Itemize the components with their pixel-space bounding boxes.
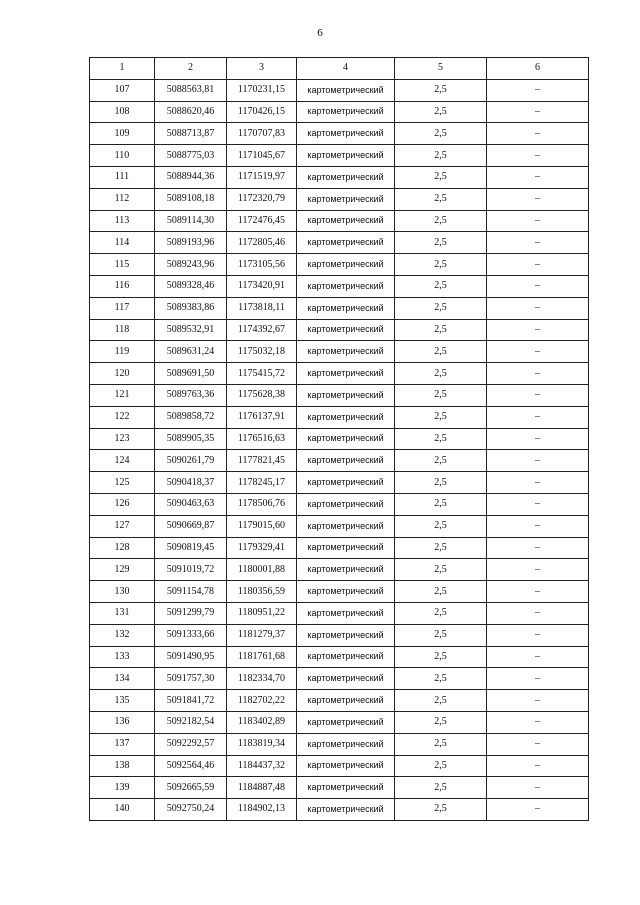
method-cell: картометрический: [297, 450, 395, 472]
x-coordinate-cell: 5089108,18: [155, 188, 227, 210]
accuracy-cell: 2,5: [395, 733, 487, 755]
table-row: [90, 79, 589, 101]
point-number-cell: 133: [90, 646, 155, 668]
method-cell: картометрический: [297, 493, 395, 515]
note-cell: –: [487, 101, 589, 123]
x-coordinate-cell: 5089243,96: [155, 254, 227, 276]
y-coordinate-cell: 1175032,18: [227, 341, 297, 363]
accuracy-cell: 2,5: [395, 254, 487, 276]
point-number-cell: 128: [90, 537, 155, 559]
note-cell: –: [487, 384, 589, 406]
method-cell: картометрический: [297, 275, 395, 297]
table-row: [90, 581, 589, 603]
accuracy-cell: 2,5: [395, 493, 487, 515]
method-cell: картометрический: [297, 515, 395, 537]
table-row: [90, 275, 589, 297]
method-cell: картометрический: [297, 232, 395, 254]
accuracy-cell: 2,5: [395, 384, 487, 406]
table-row: [90, 428, 589, 450]
accuracy-cell: 2,5: [395, 581, 487, 603]
y-coordinate-cell: 1180951,22: [227, 602, 297, 624]
method-cell: картометрический: [297, 188, 395, 210]
table-row: [90, 450, 589, 472]
accuracy-cell: 2,5: [395, 232, 487, 254]
x-coordinate-cell: 5088620,46: [155, 101, 227, 123]
note-cell: –: [487, 254, 589, 276]
point-number-cell: 121: [90, 384, 155, 406]
x-coordinate-cell: 5089532,91: [155, 319, 227, 341]
method-cell: картометрический: [297, 777, 395, 799]
x-coordinate-cell: 5091490,95: [155, 646, 227, 668]
y-coordinate-cell: 1180356,59: [227, 581, 297, 603]
note-cell: –: [487, 341, 589, 363]
accuracy-cell: 2,5: [395, 755, 487, 777]
point-number-cell: 115: [90, 254, 155, 276]
x-coordinate-cell: 5089691,50: [155, 363, 227, 385]
point-number-cell: 130: [90, 581, 155, 603]
table-row: [90, 123, 589, 145]
table-row: [90, 777, 589, 799]
accuracy-cell: 2,5: [395, 799, 487, 821]
method-cell: картометрический: [297, 472, 395, 494]
accuracy-cell: 2,5: [395, 406, 487, 428]
method-cell: картометрический: [297, 384, 395, 406]
accuracy-cell: 2,5: [395, 559, 487, 581]
y-coordinate-cell: 1179329,41: [227, 537, 297, 559]
point-number-cell: 122: [90, 406, 155, 428]
table-row: [90, 733, 589, 755]
accuracy-cell: 2,5: [395, 537, 487, 559]
y-coordinate-cell: 1174392,67: [227, 319, 297, 341]
point-number-cell: 140: [90, 799, 155, 821]
accuracy-cell: 2,5: [395, 646, 487, 668]
x-coordinate-cell: 5091841,72: [155, 690, 227, 712]
y-coordinate-cell: 1184887,48: [227, 777, 297, 799]
method-cell: картометрический: [297, 210, 395, 232]
y-coordinate-cell: 1170426,15: [227, 101, 297, 123]
y-coordinate-cell: 1183819,34: [227, 733, 297, 755]
point-number-cell: 135: [90, 690, 155, 712]
column-header: 6: [487, 58, 589, 80]
table-row: [90, 341, 589, 363]
accuracy-cell: 2,5: [395, 450, 487, 472]
note-cell: –: [487, 275, 589, 297]
note-cell: –: [487, 777, 589, 799]
method-cell: картометрический: [297, 537, 395, 559]
point-number-cell: 112: [90, 188, 155, 210]
note-cell: –: [487, 559, 589, 581]
x-coordinate-cell: 5089763,36: [155, 384, 227, 406]
method-cell: картометрический: [297, 428, 395, 450]
x-coordinate-cell: 5091333,66: [155, 624, 227, 646]
point-number-cell: 125: [90, 472, 155, 494]
note-cell: –: [487, 799, 589, 821]
y-coordinate-cell: 1181761,68: [227, 646, 297, 668]
y-coordinate-cell: 1172805,46: [227, 232, 297, 254]
point-number-cell: 111: [90, 166, 155, 188]
column-header: 3: [227, 58, 297, 80]
y-coordinate-cell: 1183402,89: [227, 711, 297, 733]
column-header: 5: [395, 58, 487, 80]
note-cell: –: [487, 145, 589, 167]
x-coordinate-cell: 5090463,63: [155, 493, 227, 515]
note-cell: –: [487, 232, 589, 254]
note-cell: –: [487, 515, 589, 537]
point-number-cell: 131: [90, 602, 155, 624]
x-coordinate-cell: 5090819,45: [155, 537, 227, 559]
x-coordinate-cell: 5092564,46: [155, 755, 227, 777]
point-number-cell: 108: [90, 101, 155, 123]
y-coordinate-cell: 1184902,13: [227, 799, 297, 821]
column-header: 4: [297, 58, 395, 80]
x-coordinate-cell: 5090261,79: [155, 450, 227, 472]
y-coordinate-cell: 1170231,15: [227, 79, 297, 101]
note-cell: –: [487, 210, 589, 232]
table-row: [90, 515, 589, 537]
method-cell: картометрический: [297, 646, 395, 668]
x-coordinate-cell: 5091299,79: [155, 602, 227, 624]
note-cell: –: [487, 493, 589, 515]
accuracy-cell: 2,5: [395, 711, 487, 733]
x-coordinate-cell: 5089114,30: [155, 210, 227, 232]
method-cell: картометрический: [297, 559, 395, 581]
accuracy-cell: 2,5: [395, 79, 487, 101]
method-cell: картометрический: [297, 690, 395, 712]
y-coordinate-cell: 1170707,83: [227, 123, 297, 145]
method-cell: картометрический: [297, 581, 395, 603]
accuracy-cell: 2,5: [395, 101, 487, 123]
method-cell: картометрический: [297, 733, 395, 755]
column-header: 2: [155, 58, 227, 80]
table-row: [90, 668, 589, 690]
method-cell: картометрический: [297, 799, 395, 821]
y-coordinate-cell: 1172320,79: [227, 188, 297, 210]
page-number: 6: [317, 27, 323, 39]
table-row: [90, 254, 589, 276]
method-cell: картометрический: [297, 755, 395, 777]
point-number-cell: 114: [90, 232, 155, 254]
note-cell: –: [487, 363, 589, 385]
x-coordinate-cell: 5090418,37: [155, 472, 227, 494]
note-cell: –: [487, 406, 589, 428]
accuracy-cell: 2,5: [395, 602, 487, 624]
table-row: [90, 799, 589, 821]
accuracy-cell: 2,5: [395, 319, 487, 341]
x-coordinate-cell: 5091154,78: [155, 581, 227, 603]
x-coordinate-cell: 5092750,24: [155, 799, 227, 821]
table-row: [90, 166, 589, 188]
point-number-cell: 120: [90, 363, 155, 385]
point-number-cell: 136: [90, 711, 155, 733]
point-number-cell: 137: [90, 733, 155, 755]
x-coordinate-cell: 5089328,46: [155, 275, 227, 297]
x-coordinate-cell: 5091019,72: [155, 559, 227, 581]
note-cell: –: [487, 472, 589, 494]
point-number-cell: 123: [90, 428, 155, 450]
accuracy-cell: 2,5: [395, 123, 487, 145]
x-coordinate-cell: 5089383,86: [155, 297, 227, 319]
note-cell: –: [487, 537, 589, 559]
y-coordinate-cell: 1173420,91: [227, 275, 297, 297]
table-row: [90, 145, 589, 167]
accuracy-cell: 2,5: [395, 363, 487, 385]
table-body: [90, 58, 589, 821]
x-coordinate-cell: 5088944,36: [155, 166, 227, 188]
table-row: [90, 646, 589, 668]
accuracy-cell: 2,5: [395, 472, 487, 494]
table-row: [90, 406, 589, 428]
y-coordinate-cell: 1178245,17: [227, 472, 297, 494]
table-row: [90, 755, 589, 777]
point-number-cell: 119: [90, 341, 155, 363]
accuracy-cell: 2,5: [395, 624, 487, 646]
table-row: [90, 537, 589, 559]
point-number-cell: 110: [90, 145, 155, 167]
point-number-cell: 139: [90, 777, 155, 799]
method-cell: картометрический: [297, 341, 395, 363]
method-cell: картометрический: [297, 363, 395, 385]
table-row: [90, 624, 589, 646]
y-coordinate-cell: 1180001,88: [227, 559, 297, 581]
x-coordinate-cell: 5089905,35: [155, 428, 227, 450]
accuracy-cell: 2,5: [395, 188, 487, 210]
y-coordinate-cell: 1184437,32: [227, 755, 297, 777]
method-cell: картометрический: [297, 297, 395, 319]
point-number-cell: 109: [90, 123, 155, 145]
table-row: [90, 711, 589, 733]
note-cell: –: [487, 602, 589, 624]
method-cell: картометрический: [297, 254, 395, 276]
accuracy-cell: 2,5: [395, 428, 487, 450]
note-cell: –: [487, 624, 589, 646]
accuracy-cell: 2,5: [395, 515, 487, 537]
y-coordinate-cell: 1171519,97: [227, 166, 297, 188]
y-coordinate-cell: 1178506,76: [227, 493, 297, 515]
point-number-cell: 129: [90, 559, 155, 581]
x-coordinate-cell: 5092665,59: [155, 777, 227, 799]
table-header-row: [90, 58, 589, 80]
x-coordinate-cell: 5091757,30: [155, 668, 227, 690]
y-coordinate-cell: 1173818,11: [227, 297, 297, 319]
y-coordinate-cell: 1171045,67: [227, 145, 297, 167]
y-coordinate-cell: 1175415,72: [227, 363, 297, 385]
note-cell: –: [487, 166, 589, 188]
note-cell: –: [487, 188, 589, 210]
method-cell: картометрический: [297, 602, 395, 624]
coordinates-table: [89, 57, 589, 821]
note-cell: –: [487, 711, 589, 733]
table-row: [90, 472, 589, 494]
y-coordinate-cell: 1181279,37: [227, 624, 297, 646]
note-cell: –: [487, 581, 589, 603]
point-number-cell: 116: [90, 275, 155, 297]
y-coordinate-cell: 1182334,70: [227, 668, 297, 690]
table-row: [90, 297, 589, 319]
table-row: [90, 210, 589, 232]
table-row: [90, 319, 589, 341]
table-row: [90, 188, 589, 210]
method-cell: картометрический: [297, 101, 395, 123]
method-cell: картометрический: [297, 319, 395, 341]
method-cell: картометрический: [297, 166, 395, 188]
point-number-cell: 117: [90, 297, 155, 319]
point-number-cell: 118: [90, 319, 155, 341]
accuracy-cell: 2,5: [395, 690, 487, 712]
accuracy-cell: 2,5: [395, 668, 487, 690]
accuracy-cell: 2,5: [395, 275, 487, 297]
x-coordinate-cell: 5088713,87: [155, 123, 227, 145]
accuracy-cell: 2,5: [395, 297, 487, 319]
note-cell: –: [487, 733, 589, 755]
y-coordinate-cell: 1172476,45: [227, 210, 297, 232]
x-coordinate-cell: 5089631,24: [155, 341, 227, 363]
note-cell: –: [487, 668, 589, 690]
table-row: [90, 384, 589, 406]
accuracy-cell: 2,5: [395, 777, 487, 799]
note-cell: –: [487, 755, 589, 777]
note-cell: –: [487, 646, 589, 668]
y-coordinate-cell: 1173105,56: [227, 254, 297, 276]
table-row: [90, 101, 589, 123]
point-number-cell: 134: [90, 668, 155, 690]
y-coordinate-cell: 1177821,45: [227, 450, 297, 472]
method-cell: картометрический: [297, 406, 395, 428]
point-number-cell: 113: [90, 210, 155, 232]
column-header: 1: [90, 58, 155, 80]
point-number-cell: 132: [90, 624, 155, 646]
x-coordinate-cell: 5088775,03: [155, 145, 227, 167]
table-row: [90, 602, 589, 624]
method-cell: картометрический: [297, 668, 395, 690]
table-row: [90, 493, 589, 515]
table-row: [90, 363, 589, 385]
x-coordinate-cell: 5092182,54: [155, 711, 227, 733]
x-coordinate-cell: 5088563,81: [155, 79, 227, 101]
point-number-cell: 127: [90, 515, 155, 537]
accuracy-cell: 2,5: [395, 145, 487, 167]
note-cell: –: [487, 450, 589, 472]
accuracy-cell: 2,5: [395, 341, 487, 363]
table-row: [90, 232, 589, 254]
y-coordinate-cell: 1176137,91: [227, 406, 297, 428]
method-cell: картометрический: [297, 79, 395, 101]
x-coordinate-cell: 5092292,57: [155, 733, 227, 755]
method-cell: картометрический: [297, 711, 395, 733]
method-cell: картометрический: [297, 123, 395, 145]
x-coordinate-cell: 5089193,96: [155, 232, 227, 254]
note-cell: –: [487, 79, 589, 101]
table-row: [90, 559, 589, 581]
point-number-cell: 126: [90, 493, 155, 515]
y-coordinate-cell: 1182702,22: [227, 690, 297, 712]
note-cell: –: [487, 319, 589, 341]
x-coordinate-cell: 5090669,87: [155, 515, 227, 537]
table-row: [90, 690, 589, 712]
point-number-cell: 138: [90, 755, 155, 777]
accuracy-cell: 2,5: [395, 166, 487, 188]
x-coordinate-cell: 5089858,72: [155, 406, 227, 428]
note-cell: –: [487, 297, 589, 319]
note-cell: –: [487, 123, 589, 145]
note-cell: –: [487, 690, 589, 712]
point-number-cell: 107: [90, 79, 155, 101]
method-cell: картометрический: [297, 145, 395, 167]
y-coordinate-cell: 1179015,60: [227, 515, 297, 537]
accuracy-cell: 2,5: [395, 210, 487, 232]
y-coordinate-cell: 1176516,63: [227, 428, 297, 450]
note-cell: –: [487, 428, 589, 450]
point-number-cell: 124: [90, 450, 155, 472]
method-cell: картометрический: [297, 624, 395, 646]
y-coordinate-cell: 1175628,38: [227, 384, 297, 406]
